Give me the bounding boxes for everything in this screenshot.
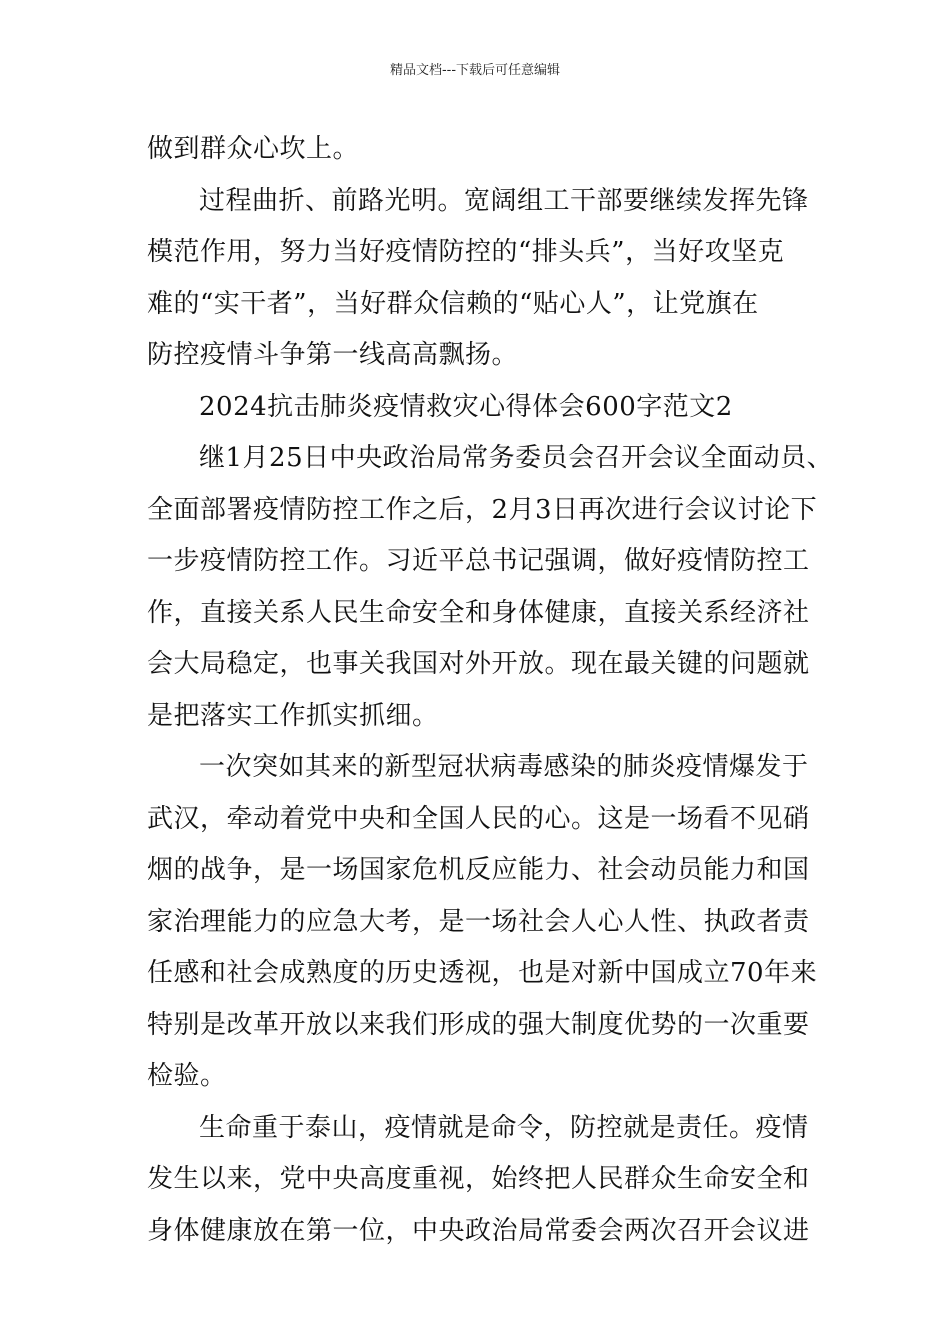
text-line: 继1月25日中央政治局常务委员会召开会议全面动员、: [199, 443, 834, 473]
text-line: 做到群众心坎上。: [147, 134, 360, 164]
text-line: 烟的战争，是一场国家危机反应能力、社会动员能力和国: [147, 855, 810, 885]
paragraph: [147, 1103, 812, 1258]
text-line: 任感和社会成熟度的历史透视，也是对新中国成立70年来: [147, 958, 818, 988]
section-heading: [147, 382, 812, 434]
text-line: 检验。: [147, 1061, 227, 1091]
text-line: 生命重于泰山，疫情就是命令，防控就是责任。疫情: [199, 1112, 809, 1143]
document-body: [147, 124, 834, 1257]
paragraph: [147, 124, 812, 176]
text-line: 是把落实工作抓实抓细。: [147, 700, 439, 731]
text-line: 难的“实干者”，当好群众信赖的“贴心人”，让党旗在: [147, 288, 759, 319]
text-line: 全面部署疫情防控工作之后，2月3日再次进行会议讨论下: [147, 494, 818, 525]
text-line: 武汉，牵动着党中央和全国人民的心。这是一场看不见硝: [147, 803, 810, 834]
text-line: 会大局稳定，也事关我国对外开放。现在最关键的问题就: [147, 649, 810, 679]
text-line: 防控疫情斗争第一线高高飘扬。: [147, 340, 519, 370]
text-line: 身体健康放在第一位，中央政治局常委会两次召开会议进: [147, 1215, 810, 1246]
paragraph: [147, 433, 834, 742]
text-line: 2024抗击肺炎疫情救灾心得体会600字范文2: [199, 391, 733, 422]
text-line: 作，直接关系人民生命安全和身体健康，直接关系经济社: [147, 597, 810, 628]
text-line: 发生以来，党中央高度重视，始终把人民群众生命安全和: [147, 1164, 810, 1194]
text-line: 模范作用，努力当好疫情防控的“排头兵”，当好攻坚克: [147, 237, 785, 267]
text-line: 特别是改革开放以来我们形成的强大制度优势的一次重要: [147, 1009, 810, 1040]
paragraph: [147, 742, 818, 1103]
text-line: 一次突如其来的新型冠状病毒感染的肺炎疫情爆发于: [199, 752, 809, 782]
page-header: 精品文档---下载后可任意编辑: [389, 63, 561, 78]
paragraph: [147, 176, 812, 382]
text-line: 过程曲折、前路光明。宽阔组工干部要继续发挥先锋: [199, 185, 809, 216]
text-line: 一步疫情防控工作。习近平总书记强调，做好疫情防控工: [147, 546, 810, 576]
text-line: 家治理能力的应急大考，是一场社会人心人性、执政者责: [147, 906, 810, 937]
